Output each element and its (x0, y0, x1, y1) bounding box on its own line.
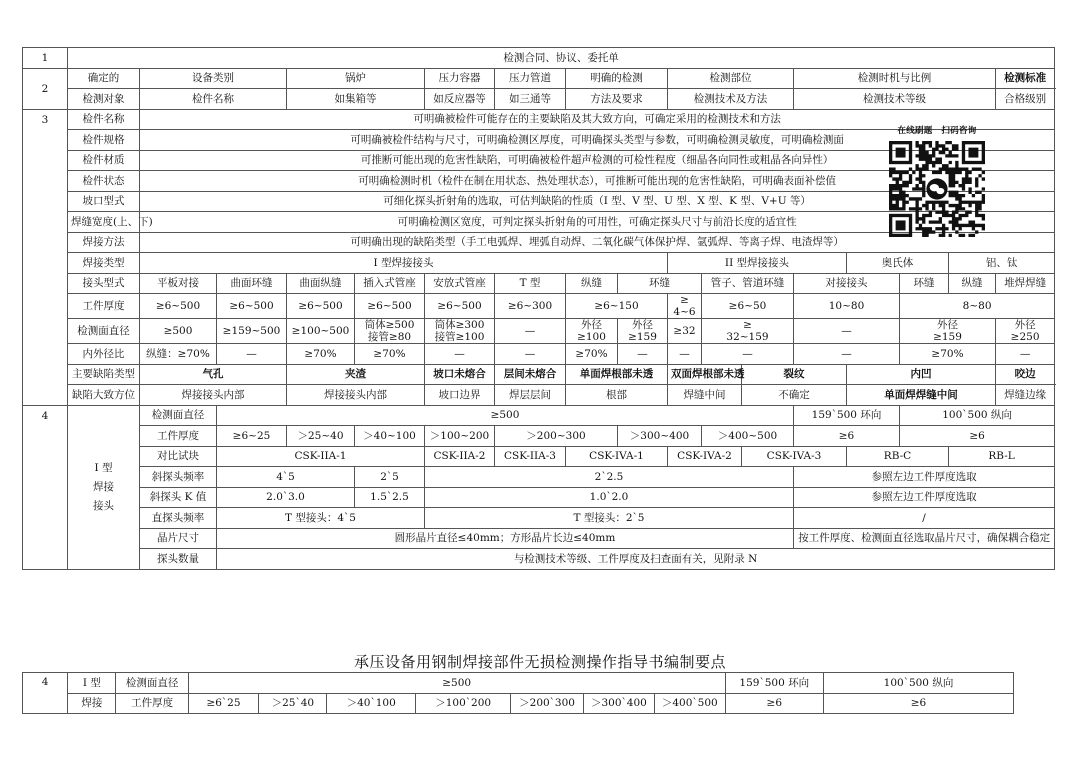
cell-line: 筒体≥500 (364, 319, 415, 331)
cell: 单面焊根部未透 (566, 364, 668, 385)
item-label: 焊接方法 (68, 232, 140, 253)
cell: 检测部位 (668, 68, 794, 89)
cell: 焊接接头内部 (140, 385, 287, 406)
cell: ≥159~500 (217, 319, 287, 344)
item-label: 焊缝宽度(上、下) (68, 212, 140, 233)
cell: 参照左边工件厚度选取 (794, 487, 1055, 508)
label-line: I 型 (94, 461, 113, 474)
cell: 主要缺陷类型 (68, 364, 140, 385)
contract-cell: 检测合同、协议、委托单 (68, 48, 1055, 69)
s4-chip-row (23, 528, 1055, 549)
s4-count-row (23, 549, 1055, 570)
cell: 159`500 环向 (794, 405, 900, 426)
cell: 根部 (566, 385, 668, 406)
cell: 与检测技术等级、工件厚度及扫查面有关，见附录 N (217, 549, 1055, 570)
cell: CSK-IIA-3 (495, 446, 566, 467)
cell: — (495, 344, 566, 365)
cell: 检测技术及方法 (668, 89, 794, 110)
cell: — (217, 344, 287, 365)
cell-line: 接管≥100 (434, 331, 485, 343)
label-cell: I 型 (68, 673, 116, 694)
cell: 裂纹 (742, 364, 847, 385)
s4-diameter-row (23, 405, 1055, 426)
cell: CSK-IVA-3 (742, 446, 847, 467)
row-number: 4 (23, 673, 68, 714)
cell (900, 319, 996, 344)
cell: ≥70% (900, 344, 996, 365)
row-number: 1 (23, 48, 68, 69)
continuation-table (22, 672, 1014, 714)
cell: ≥6~500 (217, 294, 287, 319)
cell: ≥6~500 (355, 294, 425, 319)
cell: CSK-IIA-2 (425, 446, 495, 467)
s4-block-row (23, 446, 1055, 467)
cell: — (702, 344, 794, 365)
cell: 如集箱等 (287, 89, 425, 110)
cell: ＞100~200 (425, 426, 495, 447)
cell: CSK-IVA-2 (668, 446, 742, 467)
cell: 工件厚度 (140, 426, 217, 447)
cell: — (794, 344, 900, 365)
cell: 焊缝边缘 (996, 385, 1055, 406)
cell (355, 319, 425, 344)
cell (702, 319, 794, 344)
cell: 方法及要求 (566, 89, 668, 110)
cell: 夹渣 (287, 364, 425, 385)
joint-type-label (68, 405, 140, 569)
cell: 内外径比 (68, 344, 140, 365)
cell-line: 筒体≥300 (434, 319, 485, 331)
cell: T 型 (495, 273, 566, 294)
cell: 工件厚度 (116, 693, 188, 714)
cell: 坡口未熔合 (425, 364, 495, 385)
cell: 工件厚度 (68, 294, 140, 319)
cell: II 型焊接接头 (668, 253, 847, 274)
s4-straight-row (23, 508, 1055, 529)
cell: 检测面直径 (140, 405, 217, 426)
cell: T 型接头：4`5 (217, 508, 425, 529)
cell (618, 319, 668, 344)
s4b-thickness-row (23, 693, 1014, 714)
item-label: 检件状态 (68, 171, 140, 192)
cell: 双面焊根部未透 (668, 364, 742, 385)
cell: 平板对接 (140, 273, 217, 294)
cell: ≥6~150 (566, 294, 668, 319)
cell: ＞40`100 (327, 693, 415, 714)
cell-line: 32~159 (726, 331, 769, 343)
cell: 安放式管座 (425, 273, 495, 294)
cell: ≥70% (287, 344, 355, 365)
item-text: 可明确被检件结构与尺寸，可明确检测区厚度，可明确探头类型与参数，可明确检测灵敏度，可明确检测面 (140, 130, 1055, 151)
cell: 单面焊焊缝中间 (847, 385, 996, 406)
cell: 100`500 纵向 (900, 405, 1055, 426)
cell: ＞25~40 (287, 426, 355, 447)
item-text: 可明确被检件可能存在的主要缺陷及其大致方向，可确定采用的检测技术和方法 (140, 109, 1055, 130)
cell: 焊层层间 (495, 385, 566, 406)
cell: ≥32 (668, 319, 702, 344)
cell: 纵缝 (566, 273, 618, 294)
s4b-diameter-row (23, 673, 1014, 694)
cell: — (618, 344, 668, 365)
cell: 2`5 (355, 467, 425, 488)
cell: ＞100`200 (415, 693, 510, 714)
document-title: 承压设备用钢制焊接部件无损检测操作指导书编制要点 (353, 653, 726, 671)
cell: 检测面直径 (68, 319, 140, 344)
joint-form-row (23, 273, 1055, 294)
cell: 4`5 (217, 467, 355, 488)
cell: 环缝 (618, 273, 702, 294)
cell: 层间未熔合 (495, 364, 566, 385)
item-text: 可明确出现的缺陷类型（手工电弧焊、埋弧自动焊、二氧化碳气体保护焊、氩弧焊、等离子焊、电渣焊等） (140, 232, 1055, 253)
cell: 直探头频率 (140, 508, 217, 529)
cell: 明确的检测 (566, 68, 668, 89)
cell: 压力管道 (495, 68, 566, 89)
cell: I 型焊接接头 (140, 253, 668, 274)
cell: ≥100~500 (287, 319, 355, 344)
cell: ＞300~400 (618, 426, 702, 447)
cell-line: 4~6 (673, 306, 696, 318)
cell-line: 外径 (632, 319, 653, 331)
cell: 接头型式 (68, 273, 140, 294)
item-label: 坡口型式 (68, 191, 140, 212)
cell: RB-C (847, 446, 949, 467)
cell: — (996, 344, 1055, 365)
cell-line: ≥159 (628, 331, 657, 343)
item-text: 可细化探头折射角的选取，可估判缺陷的性质（I 型、V 型、U 型、X 型、K 型、V+U 等） (140, 191, 1055, 212)
cell: ≥70% (355, 344, 425, 365)
row-1 (23, 48, 1055, 69)
cell: ≥6~25 (217, 426, 287, 447)
row-2-bottom (23, 89, 1055, 110)
cell-line: ≥ (680, 294, 689, 306)
cell: ≥6~500 (140, 294, 217, 319)
cell-line: 外径 (1014, 319, 1036, 331)
wechat-qr-code-icon (889, 141, 985, 237)
cell: 检测技术等级 (794, 89, 996, 110)
row-number: 2 (23, 68, 68, 109)
item-label: 检件名称 (68, 109, 140, 130)
cell: ≥70% (566, 344, 618, 365)
cell: 坡口边界 (425, 385, 495, 406)
cell: 曲面纵缝 (287, 273, 355, 294)
cell: 检件名称 (140, 89, 287, 110)
s4-freq-row (23, 467, 1055, 488)
cell: ≥6~50 (702, 294, 794, 319)
weld-type-row (23, 253, 1055, 274)
cell: ≥6 (824, 693, 1014, 714)
cell: — (668, 344, 702, 365)
cell: 焊接接头内部 (287, 385, 425, 406)
cell: 对接接头 (794, 273, 900, 294)
cell: ＞40~100 (355, 426, 425, 447)
cell: 咬边 (996, 364, 1055, 385)
cell: 焊缝中间 (668, 385, 742, 406)
cell-line: 外径 (581, 319, 602, 331)
cell: 焊接类型 (68, 253, 140, 274)
item-text: 可推断可能出现的危害性缺陷，可明确被检件超声检测的可检性程度（细晶各向同性或粗晶各向异性） (140, 150, 1055, 171)
cell: — (495, 319, 566, 344)
cell: 159`500 环向 (725, 673, 823, 694)
qr-caption: 在线刷题 扫码咨询 (897, 126, 977, 136)
item-label: 检件规格 (68, 130, 140, 151)
cell: ＞200`300 (511, 693, 583, 714)
cell-line: ≥ (743, 319, 752, 331)
cell: ＞200~300 (495, 426, 618, 447)
cell: 2`2.5 (425, 467, 794, 488)
cell: RB-L (949, 446, 1055, 467)
ratio-row (23, 344, 1055, 365)
cell: 对比试块 (140, 446, 217, 467)
cell: ≥6~300 (495, 294, 566, 319)
cell: 参照左边工件厚度选取 (794, 467, 1055, 488)
cell: 圆形晶片直径≤40mm；方形晶片长边≤40mm (217, 528, 794, 549)
cell: ≥6~500 (287, 294, 355, 319)
defect-direction-row (23, 385, 1055, 406)
cell: 检测标准 (996, 68, 1055, 89)
cell: 奥氏体 (847, 253, 949, 274)
cell: 检测面直径 (116, 673, 188, 694)
cell: ≥6`25 (188, 693, 258, 714)
cell: 设备类别 (140, 68, 287, 89)
item-text: 可明确检测区宽度，可判定探头折射角的可用性，可确定探头尺寸与前沿长度的适宜性 (140, 212, 1055, 233)
s4-kvalue-row (23, 487, 1055, 508)
cell: 100`500 纵向 (824, 673, 1014, 694)
label-line: 接头 (93, 499, 114, 512)
cell: 环缝 (900, 273, 949, 294)
cell (996, 319, 1055, 344)
cell: ＞400`500 (655, 693, 725, 714)
cell: ≥500 (217, 405, 794, 426)
cell: 1.0`2.0 (425, 487, 794, 508)
cell: 纵缝 (949, 273, 996, 294)
cell: / (794, 508, 1055, 529)
cell: 2.0`3.0 (217, 487, 355, 508)
item-label: 检件材质 (68, 150, 140, 171)
cell: 不确定 (742, 385, 847, 406)
row-number: 4 (23, 405, 68, 569)
cell: 插入式管座 (355, 273, 425, 294)
cell: 纵缝：≥70% (140, 344, 217, 365)
cell: — (425, 344, 495, 365)
label-cell: 焊接 (68, 693, 116, 714)
cell: 斜探头频率 (140, 467, 217, 488)
cell: 堆焊焊缝 (996, 273, 1055, 294)
cell: — (794, 319, 900, 344)
cell: 8~80 (900, 294, 1055, 319)
cell: CSK-IIA-1 (217, 446, 425, 467)
cell: ≥6 (900, 426, 1055, 447)
cell: 晶片尺寸 (140, 528, 217, 549)
qr-block (882, 124, 992, 237)
cell: 铝、钛 (949, 253, 1055, 274)
thickness-row (23, 294, 1055, 319)
object-label-a: 确定的 (68, 68, 140, 89)
cell: 内凹 (847, 364, 996, 385)
cell: 1.5`2.5 (355, 487, 425, 508)
cell: 探头数量 (140, 549, 217, 570)
cell: ≥500 (188, 673, 725, 694)
cell (566, 319, 618, 344)
cell-line: 外径 (937, 319, 958, 331)
diameter-row (23, 319, 1055, 344)
defect-type-row (23, 364, 1055, 385)
cell: ≥500 (140, 319, 217, 344)
cell: 如三通等 (495, 89, 566, 110)
cell: ＞400~500 (702, 426, 794, 447)
object-label-b: 检测对象 (68, 89, 140, 110)
cell: 锅炉 (287, 68, 425, 89)
cell-line: ≥159 (933, 331, 962, 343)
cell: T 型接头：2`5 (425, 508, 794, 529)
cell: 管子、管道环缝 (702, 273, 794, 294)
cell: ≥6~500 (425, 294, 495, 319)
row-2-top (23, 68, 1055, 89)
row-number: 3 (23, 109, 68, 405)
cell: ≥6 (725, 693, 823, 714)
cell: 缺陷大致方位 (68, 385, 140, 406)
cell: 合格级别 (996, 89, 1055, 110)
cell-line: 接管≥80 (367, 331, 412, 343)
cell: 压力容器 (425, 68, 495, 89)
cell: 检测时机与比例 (794, 68, 996, 89)
cell: 曲面环缝 (217, 273, 287, 294)
item-text: 可明确检测时机（检件在制在用状态、热处理状态），可推断可能出现的危害性缺陷，可明确表面补偿值 (140, 171, 1055, 192)
s4-thickness-row (23, 426, 1055, 447)
cell (668, 294, 702, 319)
cell: 10~80 (794, 294, 900, 319)
cell: 按工件厚度、检测面直径选取晶片尺寸，确保耦合稳定 (794, 528, 1055, 549)
cell (425, 319, 495, 344)
cell-line: ≥250 (1010, 331, 1040, 343)
cell: ＞25`40 (259, 693, 327, 714)
label-line: 焊接 (93, 480, 114, 493)
cell: CSK-IVA-1 (566, 446, 668, 467)
cell: ＞300`400 (583, 693, 654, 714)
cell: 气孔 (140, 364, 287, 385)
cell: ≥6 (794, 426, 900, 447)
cell: 斜探头 K 值 (140, 487, 217, 508)
cell: 如反应器等 (425, 89, 495, 110)
cell-line: ≥100 (577, 331, 606, 343)
